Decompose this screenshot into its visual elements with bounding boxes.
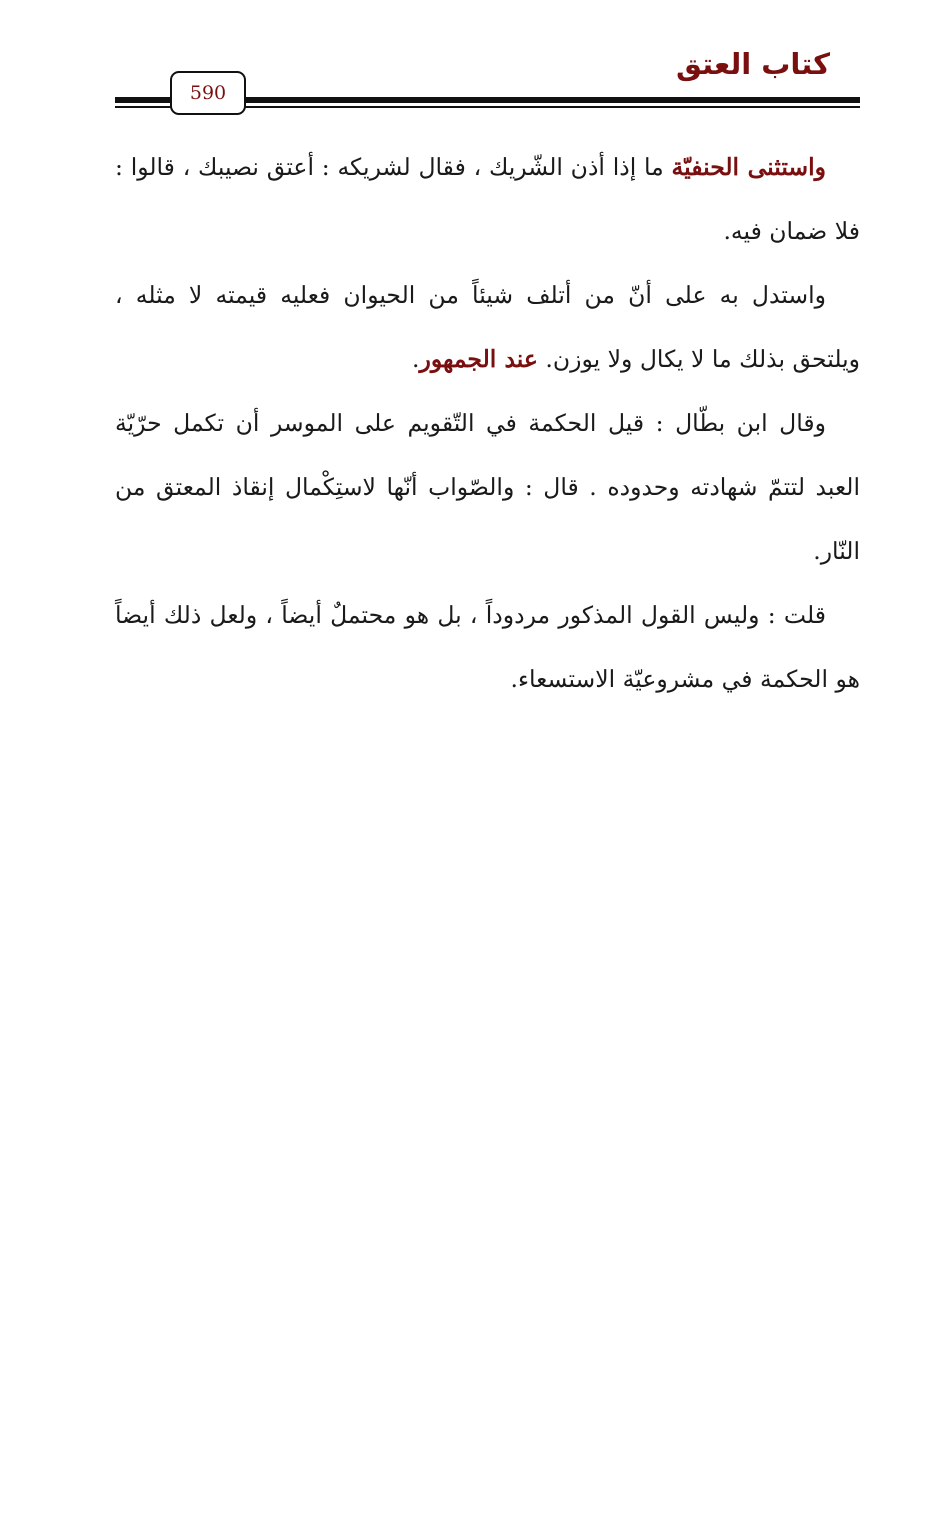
paragraph-1 xyxy=(115,135,860,263)
highlighted-term: واستثنى الحنفيّة xyxy=(671,153,826,181)
page-number: 590 xyxy=(170,71,246,115)
paragraph-4 xyxy=(115,583,860,711)
paragraph-text: ما إذا أذن الشّريك ، فقال لشريكه : أعتق نصيبك ، قالوا : فلا ضمان فيه. xyxy=(115,153,860,245)
paragraph-text: واستدل به على أنّ من أتلف شيئاً من الحيوان فعليه قيمته لا مثله ، ويلتحق بذلك ما لا يكال ولا يوزن. xyxy=(115,281,860,373)
book-title: كتاب العتق xyxy=(675,47,830,81)
paragraph-text: وقال ابن بطّال : قيل الحكمة في التّقويم على الموسر أن تكمل حرّيّة العبد لتتمّ شهادته وحدوده . قال : والصّواب أنّها لاستِكْمال إنقاذ المعتق من النّار. xyxy=(115,409,860,565)
paragraph-3 xyxy=(115,391,860,583)
highlighted-term: عند الجمهور xyxy=(419,345,538,373)
page-body xyxy=(115,135,860,711)
paragraph-tail: . xyxy=(412,345,420,373)
paragraph-2 xyxy=(115,263,860,391)
paragraph-text: قلت : وليس القول المذكور مردوداً ، بل هو محتملٌ أيضاً ، ولعل ذلك أيضاً هو الحكمة في مشروعيّة الاستسعاء. xyxy=(115,601,860,693)
